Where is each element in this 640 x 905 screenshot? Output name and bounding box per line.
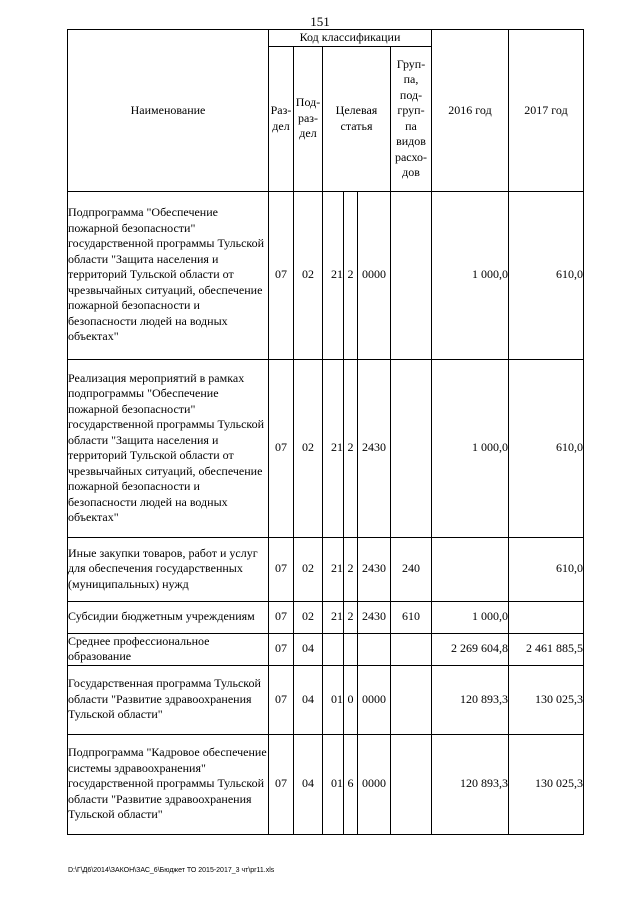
- row-target-code-1: [323, 633, 344, 665]
- table-row: [68, 601, 584, 633]
- table-row: [68, 537, 584, 601]
- row-amount-2016: 2 269 604,8: [432, 633, 509, 665]
- row-target-code-2: 2: [344, 601, 358, 633]
- row-section: 07: [269, 359, 294, 537]
- row-subsection: 02: [294, 601, 323, 633]
- row-amount-2016: 1 000,0: [432, 601, 509, 633]
- row-name: Подпрограмма "Обеспечение пожарной безопасности" государственной программы Тульской области "Защита населения и территорий Тульской области от чрезвычайных ситуаций, обеспечение пожарной безопасности и безопасности людей на водных объектах": [68, 191, 269, 359]
- row-amount-2017: 130 025,3: [509, 665, 584, 734]
- file-path-footer: D:\Г\Д6\2014\ЗАКОН\ЗАС_6\Бюджет ТО 2015-2017_3 чт\pr11.xls: [68, 867, 275, 874]
- table-row: [68, 191, 584, 359]
- row-amount-2016: [432, 537, 509, 601]
- header-expense-group: Груп- па, под- груп- па видов расхо- дов: [391, 46, 432, 191]
- row-name: Иные закупки товаров, работ и услуг для обеспечения государственных (муниципальных) нужд: [68, 537, 269, 601]
- row-amount-2017: 130 025,3: [509, 734, 584, 834]
- row-target-code-3: 0000: [358, 665, 391, 734]
- page-number: 151: [310, 14, 330, 29]
- row-target-code-3: 2430: [358, 601, 391, 633]
- budget-table: [67, 29, 584, 835]
- row-subsection: 04: [294, 633, 323, 665]
- row-name: Субсидии бюджетным учреждениям: [68, 601, 269, 633]
- header-code-group: Код классификации: [269, 30, 432, 47]
- row-target-code-2: 2: [344, 359, 358, 537]
- row-target-code-2: 2: [344, 191, 358, 359]
- row-target-code-3: [358, 633, 391, 665]
- row-section: 07: [269, 191, 294, 359]
- row-section: 07: [269, 734, 294, 834]
- row-amount-2017: [509, 601, 584, 633]
- row-target-code-2: 0: [344, 665, 358, 734]
- row-target-code-1: 01: [323, 734, 344, 834]
- row-target-code-3: 0000: [358, 191, 391, 359]
- row-name: Государственная программа Тульской области "Развитие здравоохранения Тульской области": [68, 665, 269, 734]
- row-expense-group: [391, 359, 432, 537]
- row-subsection: 02: [294, 359, 323, 537]
- row-target-code-2: [344, 633, 358, 665]
- row-name: Подпрограмма "Кадровое обеспечение системы здравоохранения" государственной программы Тульской области "Развитие здравоохранения Тульской области": [68, 734, 269, 834]
- row-expense-group: [391, 191, 432, 359]
- header-subsection: Под- раз- дел: [294, 46, 323, 191]
- row-subsection: 02: [294, 191, 323, 359]
- row-section: 07: [269, 633, 294, 665]
- row-expense-group: [391, 734, 432, 834]
- row-amount-2017: 610,0: [509, 191, 584, 359]
- row-target-code-1: 21: [323, 359, 344, 537]
- row-expense-group: [391, 633, 432, 665]
- row-amount-2016: 1 000,0: [432, 359, 509, 537]
- row-section: 07: [269, 665, 294, 734]
- row-amount-2017: 2 461 885,5: [509, 633, 584, 665]
- header-year-2017: 2017 год: [509, 30, 584, 192]
- table-row: [68, 359, 584, 537]
- header-target-article: Целевая статья: [323, 46, 391, 191]
- row-expense-group: [391, 665, 432, 734]
- row-target-code-2: 6: [344, 734, 358, 834]
- row-expense-group: 610: [391, 601, 432, 633]
- row-section: 07: [269, 601, 294, 633]
- header-year-2016: 2016 год: [432, 30, 509, 192]
- row-amount-2016: 120 893,3: [432, 734, 509, 834]
- table-row: [68, 734, 584, 834]
- table-row: [68, 633, 584, 665]
- row-subsection: 04: [294, 665, 323, 734]
- row-name: Среднее профессиональное образование: [68, 633, 269, 665]
- row-subsection: 02: [294, 537, 323, 601]
- row-expense-group: 240: [391, 537, 432, 601]
- row-amount-2017: 610,0: [509, 359, 584, 537]
- row-target-code-1: 21: [323, 601, 344, 633]
- row-target-code-3: 2430: [358, 537, 391, 601]
- row-target-code-3: 0000: [358, 734, 391, 834]
- row-amount-2017: 610,0: [509, 537, 584, 601]
- row-amount-2016: 1 000,0: [432, 191, 509, 359]
- row-target-code-1: 01: [323, 665, 344, 734]
- row-subsection: 04: [294, 734, 323, 834]
- row-target-code-1: 21: [323, 191, 344, 359]
- row-section: 07: [269, 537, 294, 601]
- header-name: Наименование: [68, 30, 269, 192]
- row-target-code-2: 2: [344, 537, 358, 601]
- row-target-code-3: 2430: [358, 359, 391, 537]
- row-target-code-1: 21: [323, 537, 344, 601]
- row-name: Реализация мероприятий в рамках подпрограммы "Обеспечение пожарной безопасности" государственной программы Тульской области "Защита населения и территорий Тульской области от чрезвычайных ситуаций, обеспечение пожарной безопасности и безопасности людей на водных объектах": [68, 359, 269, 537]
- header-section: Раз- дел: [269, 46, 294, 191]
- row-amount-2016: 120 893,3: [432, 665, 509, 734]
- table-row: [68, 665, 584, 734]
